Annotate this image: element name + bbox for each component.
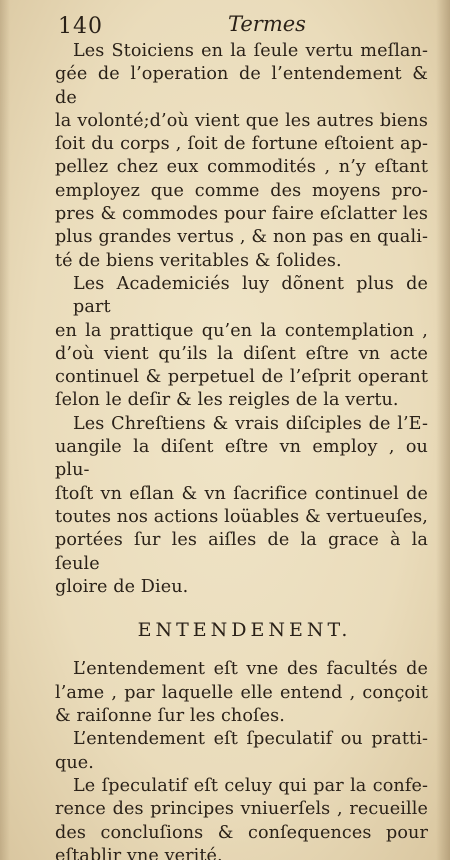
page-number: 140 — [58, 14, 103, 39]
text-line: l’ame , par laquelle elle entend , conçoit — [55, 682, 428, 703]
text-line: gloire de Dieu. — [55, 576, 189, 597]
text-line: & raiſonne ſur les choſes. — [55, 706, 285, 727]
text-line: que. — [55, 752, 94, 773]
text-line: ſtoſt vn eſlan & vn ſacrifice continuel de — [55, 483, 428, 504]
page-body — [55, 40, 428, 860]
text-line: continuel & perpetuel de l’eſprit operant — [55, 367, 428, 388]
text-line: employez que comme des moyens pro- — [55, 180, 428, 201]
text-line: en la prattique qu’en la contemplation , — [55, 320, 428, 341]
text-line: té de biens veritables & ſolides. — [55, 250, 342, 271]
text-line: des concluſions & conſequences pour — [55, 822, 428, 843]
text-line: Le ſpeculatif eſt celuy qui par la confe- — [73, 775, 428, 796]
running-head: Termes — [228, 12, 306, 36]
text-line: toutes nos actions loüables & vertueuſes, — [55, 506, 428, 527]
text-line: L’entendement eſt vne des facultés de — [73, 659, 428, 680]
text-line: Les Academiciés luy dõnent plus de part — [73, 273, 428, 318]
text-line: portées ſur les aiſles de la grace à la ſeule — [55, 530, 428, 574]
text-line: uangile la diſent eſtre vn employ , ou plu- — [55, 437, 428, 481]
text-line: pellez chez eux commodités , n’y eſtant — [55, 157, 428, 178]
section-heading: ENTENDENENT. — [137, 619, 352, 642]
text-line: L’entendement eſt ſpeculatif ou pratti- — [73, 729, 428, 750]
paragraph-academiciens — [55, 273, 428, 413]
page-header — [58, 8, 422, 38]
paragraph-entendement-definition — [55, 658, 428, 728]
text-line: gée de l’operation de l’entendement & de — [55, 64, 428, 108]
page-shadow-right — [436, 0, 450, 860]
paragraph-speculatif — [55, 775, 428, 860]
text-line: Les Chreſtiens & vrais diſciples de l’E- — [73, 413, 428, 434]
text-line: Les Stoiciens en la ſeule vertu meſlan- — [73, 41, 428, 61]
text-line: d’où vient qu’ils la diſent eſtre vn acte — [55, 343, 428, 364]
paragraph-entendement-types — [55, 728, 428, 775]
text-line: ſoit du corps , ſoit de fortune eſtoient ap- — [55, 134, 428, 155]
paragraph-stoiciens — [55, 40, 428, 273]
paragraph-chrestiens — [55, 413, 428, 599]
text-line: rence des principes vniuerſels , recueille — [55, 799, 428, 820]
text-line: ſelon le deſir & les reigles de la vertu. — [55, 390, 399, 411]
text-line: eſtablir vne verité. — [55, 845, 223, 860]
text-line: pres & commodes pour faire eſclatter les — [55, 204, 428, 225]
text-line: la volonté;d’où vient que les autres biens — [55, 110, 428, 131]
page-shadow-left — [0, 0, 10, 860]
text-line: plus grandes vertus , & non pas en quali- — [55, 227, 428, 248]
